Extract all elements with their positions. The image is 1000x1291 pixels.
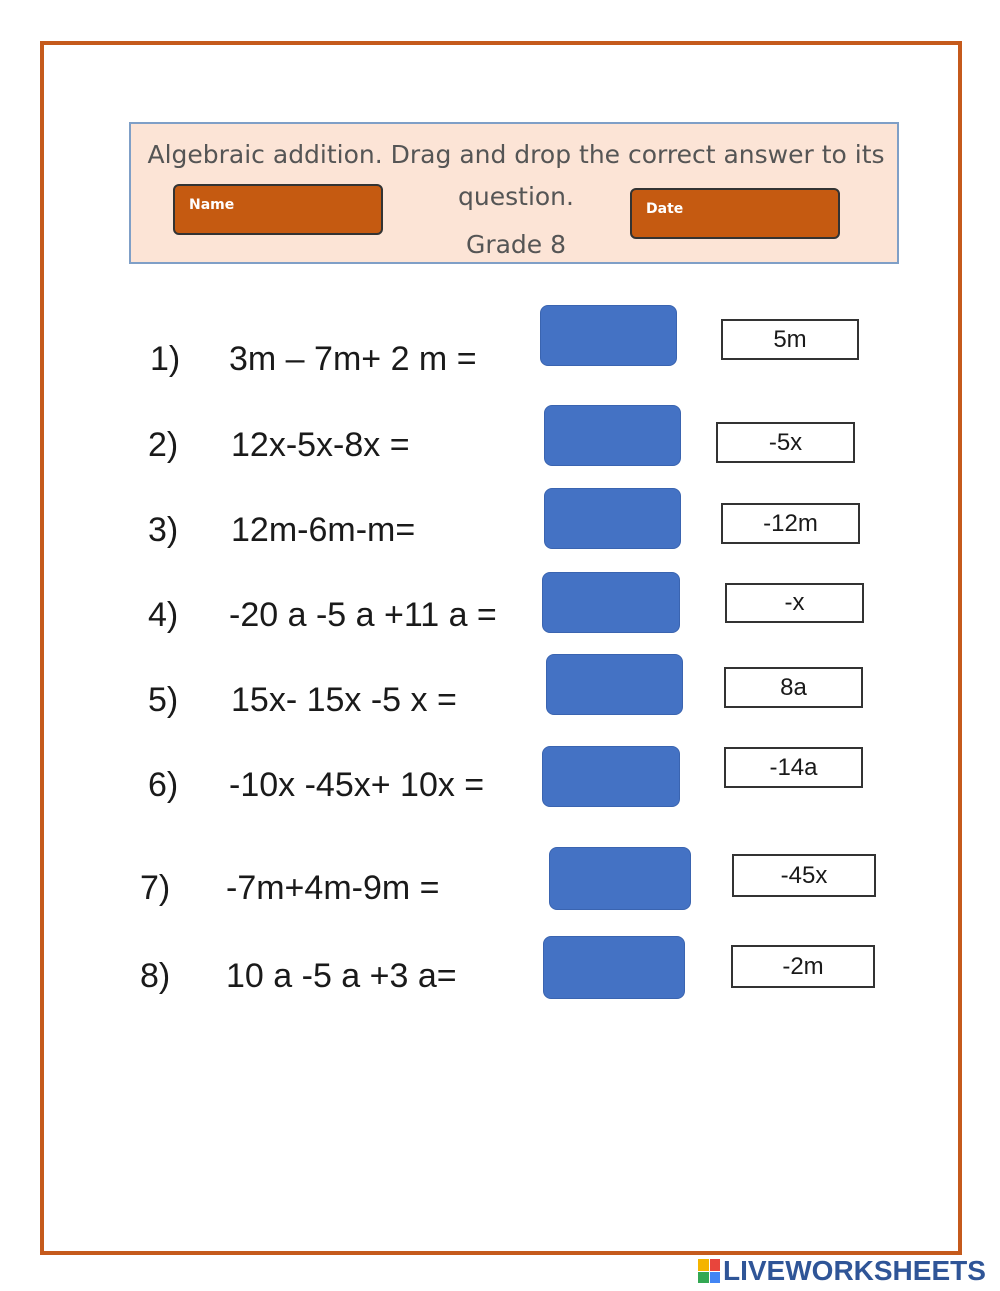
logo-text: LIVEWORKSHEETS — [723, 1255, 986, 1286]
question-number: 8) — [140, 957, 171, 995]
question-number: 1) — [150, 340, 181, 378]
answer-drop-box[interactable] — [542, 746, 680, 807]
liveworksheets-logo — [698, 1257, 986, 1285]
answer-option[interactable]: -45x — [732, 854, 876, 897]
question-number: 5) — [148, 681, 179, 719]
question-expression: -7m+4m-9m = — [226, 869, 440, 907]
liveworksheets-logo-icon — [698, 1259, 720, 1283]
answer-option[interactable]: -12m — [721, 503, 860, 544]
question-expression: 10 a -5 a +3 a= — [226, 957, 457, 995]
question-number: 6) — [148, 766, 179, 804]
date-field-label: Date — [646, 201, 684, 217]
answer-option[interactable]: -x — [725, 583, 864, 623]
question-expression: 15x- 15x -5 x = — [231, 681, 457, 719]
answer-option[interactable]: -5x — [716, 422, 855, 463]
question-expression: 3m – 7m+ 2 m = — [229, 340, 477, 378]
question-number: 7) — [140, 869, 171, 907]
name-field[interactable] — [173, 184, 383, 235]
answer-drop-box[interactable] — [542, 572, 680, 633]
answer-drop-box[interactable] — [544, 405, 681, 466]
question-expression: -20 a -5 a +11 a = — [229, 596, 497, 634]
date-field[interactable] — [630, 188, 840, 239]
worksheet-title: Algebraic addition. Drag and drop the correct answer to its question. — [147, 140, 885, 211]
answer-option[interactable]: -14a — [724, 747, 863, 788]
grade-label: Grade 8 — [465, 230, 567, 259]
answer-drop-box[interactable] — [546, 654, 683, 715]
question-expression: -10x -45x+ 10x = — [229, 766, 485, 804]
name-field-label: Name — [189, 197, 235, 213]
answer-option[interactable]: -2m — [731, 945, 875, 988]
answer-drop-box[interactable] — [540, 305, 677, 366]
question-expression: 12m-6m-m= — [231, 511, 416, 549]
answer-option[interactable]: 8a — [724, 667, 863, 708]
question-number: 3) — [148, 511, 179, 549]
answer-drop-box[interactable] — [543, 936, 685, 999]
answer-drop-box[interactable] — [544, 488, 681, 549]
answer-option[interactable]: 5m — [721, 319, 859, 360]
question-number: 2) — [148, 426, 179, 464]
answer-drop-box[interactable] — [549, 847, 691, 910]
question-number: 4) — [148, 596, 179, 634]
question-expression: 12x-5x-8x = — [231, 426, 410, 464]
